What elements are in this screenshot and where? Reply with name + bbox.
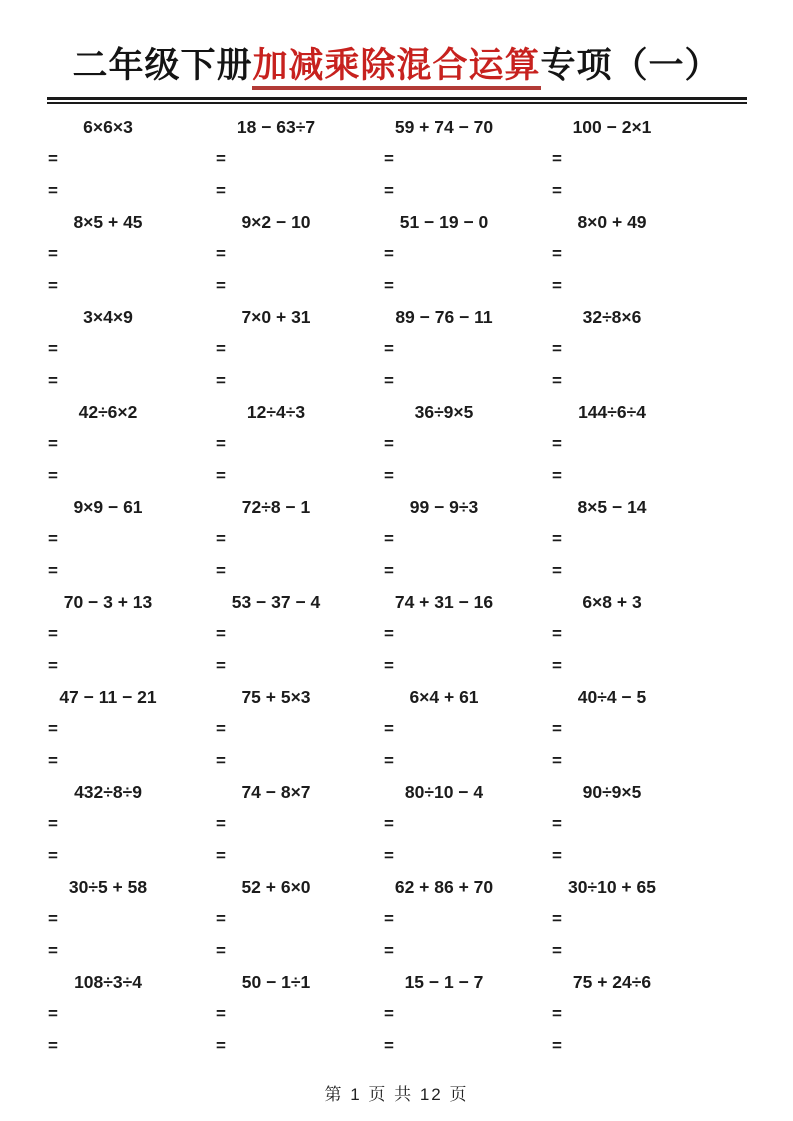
problem-expression: 32÷8×6	[582, 307, 642, 327]
problem-cell	[45, 302, 213, 397]
answer-equals-line: =	[384, 466, 394, 485]
problem-expression: 80÷10 − 4	[404, 782, 484, 802]
problem-expression: 74 − 8×7	[241, 782, 311, 802]
answer-equals-line: =	[384, 656, 394, 675]
answer-equals-line: =	[216, 466, 226, 485]
problem-cell	[213, 302, 381, 397]
problem-cell	[213, 112, 381, 207]
problem-expression: 12÷4÷3	[246, 402, 306, 422]
answer-equals-line: =	[552, 529, 562, 548]
answer-equals-line: =	[216, 719, 226, 738]
problem-expression: 6×4 + 61	[409, 687, 479, 707]
problem-cell	[549, 492, 717, 587]
answer-equals-line: =	[216, 181, 226, 200]
problem-expression: 8×0 + 49	[577, 212, 647, 232]
problem-expression: 36÷9×5	[414, 402, 474, 422]
answer-equals-line: =	[384, 339, 394, 358]
answer-equals-line: =	[216, 846, 226, 865]
answer-equals-line: =	[384, 814, 394, 833]
answer-equals-line: =	[552, 751, 562, 770]
page-number-label: 第 1 页 共 12 页	[324, 1085, 469, 1104]
answer-equals-line: =	[552, 1036, 562, 1055]
problem-expression: 108÷3÷4	[74, 972, 142, 992]
problem-expression: 432÷8÷9	[74, 782, 142, 802]
answer-equals-line: =	[552, 656, 562, 675]
page-footer	[0, 1080, 793, 1105]
answer-equals-line: =	[552, 244, 562, 263]
problem-expression: 47 − 11 − 21	[59, 687, 157, 707]
answer-equals-line: =	[216, 751, 226, 770]
answer-equals-line: =	[552, 846, 562, 865]
problem-expression: 90÷9×5	[582, 782, 642, 802]
answer-equals-line: =	[384, 1004, 394, 1023]
answer-equals-line: =	[552, 561, 562, 580]
answer-equals-line: =	[216, 561, 226, 580]
answer-equals-line: =	[48, 466, 58, 485]
answer-equals-line: =	[384, 181, 394, 200]
title-double-rule	[47, 97, 747, 104]
problem-expression: 59 + 74 − 70	[394, 117, 494, 137]
answer-equals-line: =	[48, 1004, 58, 1023]
answer-equals-line: =	[48, 751, 58, 770]
answer-equals-line: =	[48, 656, 58, 675]
answer-equals-line: =	[216, 1036, 226, 1055]
answer-equals-line: =	[216, 149, 226, 168]
problem-cell	[381, 112, 549, 207]
title-prefix: 二年级下册	[72, 46, 253, 85]
answer-equals-line: =	[48, 846, 58, 865]
problem-cell	[45, 112, 213, 207]
answer-equals-line: =	[384, 846, 394, 865]
answer-equals-line: =	[216, 339, 226, 358]
answer-equals-line: =	[216, 624, 226, 643]
problem-expression: 70 − 3 + 13	[63, 592, 153, 612]
answer-equals-line: =	[552, 624, 562, 643]
problem-expression: 9×2 − 10	[241, 212, 311, 232]
problem-expression: 100 − 2×1	[572, 117, 652, 137]
problem-expression: 8×5 + 45	[73, 212, 143, 232]
answer-equals-line: =	[216, 656, 226, 675]
answer-equals-line: =	[552, 434, 562, 453]
problem-cell	[549, 112, 717, 207]
problem-expression: 89 − 76 − 11	[395, 307, 493, 327]
problem-expression: 30÷10 + 65	[568, 877, 656, 897]
answer-equals-line: =	[48, 624, 58, 643]
problem-cell	[213, 207, 381, 302]
problem-cell	[45, 777, 213, 872]
answer-equals-line: =	[384, 1036, 394, 1055]
problem-cell	[381, 207, 549, 302]
answer-equals-line: =	[384, 751, 394, 770]
answer-equals-line: =	[48, 149, 58, 168]
problem-cell	[381, 587, 549, 682]
answer-equals-line: =	[216, 371, 226, 390]
problem-expression: 75 + 5×3	[241, 687, 311, 707]
problem-cell	[213, 777, 381, 872]
problem-cell	[549, 302, 717, 397]
problem-cell	[549, 587, 717, 682]
problem-expression: 7×0 + 31	[241, 307, 311, 327]
problem-cell	[381, 492, 549, 587]
problem-cell	[213, 397, 381, 492]
answer-equals-line: =	[48, 909, 58, 928]
problem-expression: 144÷6÷4	[578, 402, 646, 422]
answer-equals-line: =	[384, 624, 394, 643]
problem-cell	[549, 777, 717, 872]
answer-equals-line: =	[552, 149, 562, 168]
problem-expression: 9×9 − 61	[73, 497, 143, 517]
problem-cell	[213, 587, 381, 682]
problem-cell	[45, 397, 213, 492]
answer-equals-line: =	[384, 719, 394, 738]
answer-equals-line: =	[552, 909, 562, 928]
problem-expression: 53 − 37 − 4	[231, 592, 321, 612]
answer-equals-line: =	[384, 434, 394, 453]
problem-expression: 8×5 − 14	[577, 497, 647, 517]
answer-equals-line: =	[48, 719, 58, 738]
answer-equals-line: =	[552, 181, 562, 200]
answer-equals-line: =	[216, 434, 226, 453]
problem-cell	[381, 872, 549, 967]
problem-expression: 18 − 63÷7	[236, 117, 316, 137]
problem-cell	[549, 967, 717, 1062]
answer-equals-line: =	[552, 719, 562, 738]
problem-cell	[381, 397, 549, 492]
problem-expression: 74 + 31 − 16	[394, 592, 494, 612]
title-highlight: 加减乘除混合运算	[252, 46, 540, 90]
answer-equals-line: =	[552, 941, 562, 960]
problem-expression: 15 − 1 − 7	[404, 972, 484, 992]
answer-equals-line: =	[48, 941, 58, 960]
answer-equals-line: =	[552, 276, 562, 295]
problem-cell	[213, 492, 381, 587]
problem-cell	[213, 967, 381, 1062]
answer-equals-line: =	[384, 941, 394, 960]
problem-expression: 40÷4 − 5	[577, 687, 647, 707]
title-suffix: 专项（一）	[540, 46, 721, 85]
problem-cell	[45, 207, 213, 302]
worksheet-header	[0, 0, 793, 104]
answer-equals-line: =	[552, 814, 562, 833]
answer-equals-line: =	[48, 561, 58, 580]
answer-equals-line: =	[48, 276, 58, 295]
answer-equals-line: =	[48, 1036, 58, 1055]
answer-equals-line: =	[216, 909, 226, 928]
answer-equals-line: =	[384, 149, 394, 168]
problem-expression: 42÷6×2	[78, 402, 138, 422]
problem-cell	[213, 872, 381, 967]
problem-expression: 51 − 19 − 0	[399, 212, 489, 232]
problem-cell	[549, 207, 717, 302]
problem-cell	[45, 967, 213, 1062]
answer-equals-line: =	[552, 339, 562, 358]
answer-equals-line: =	[384, 529, 394, 548]
answer-equals-line: =	[384, 276, 394, 295]
answer-equals-line: =	[48, 814, 58, 833]
answer-equals-line: =	[384, 244, 394, 263]
answer-equals-line: =	[384, 909, 394, 928]
problem-cell	[549, 682, 717, 777]
problem-cell	[381, 302, 549, 397]
problem-cell	[213, 682, 381, 777]
problem-expression: 50 − 1÷1	[241, 972, 311, 992]
problem-expression: 30÷5 + 58	[68, 877, 148, 897]
answer-equals-line: =	[216, 941, 226, 960]
answer-equals-line: =	[48, 244, 58, 263]
problem-cell	[45, 492, 213, 587]
problem-expression: 72÷8 − 1	[241, 497, 311, 517]
problem-expression: 75 + 24÷6	[572, 972, 652, 992]
answer-equals-line: =	[216, 1004, 226, 1023]
answer-equals-line: =	[48, 339, 58, 358]
answer-equals-line: =	[48, 181, 58, 200]
problem-expression: 99 − 9÷3	[409, 497, 479, 517]
problem-expression: 62 + 86 + 70	[394, 877, 494, 897]
answer-equals-line: =	[384, 561, 394, 580]
problem-cell	[549, 872, 717, 967]
answer-equals-line: =	[216, 244, 226, 263]
answer-equals-line: =	[216, 814, 226, 833]
problem-cell	[381, 967, 549, 1062]
answer-equals-line: =	[48, 529, 58, 548]
answer-equals-line: =	[552, 1004, 562, 1023]
problem-expression: 6×6×3	[83, 117, 133, 137]
answer-equals-line: =	[48, 371, 58, 390]
problem-cell	[45, 872, 213, 967]
answer-equals-line: =	[552, 466, 562, 485]
problem-cell	[45, 682, 213, 777]
problem-expression: 52 + 6×0	[241, 877, 311, 897]
page-title	[0, 44, 793, 88]
problem-cell	[381, 682, 549, 777]
problem-cell	[549, 397, 717, 492]
problem-cell	[381, 777, 549, 872]
problem-expression: 6×8 + 3	[582, 592, 642, 612]
answer-equals-line: =	[48, 434, 58, 453]
problem-expression: 3×4×9	[83, 307, 133, 327]
answer-equals-line: =	[216, 529, 226, 548]
answer-equals-line: =	[216, 276, 226, 295]
problem-cell	[45, 587, 213, 682]
answer-equals-line: =	[552, 371, 562, 390]
answer-equals-line: =	[384, 371, 394, 390]
problems-grid	[45, 112, 745, 1062]
